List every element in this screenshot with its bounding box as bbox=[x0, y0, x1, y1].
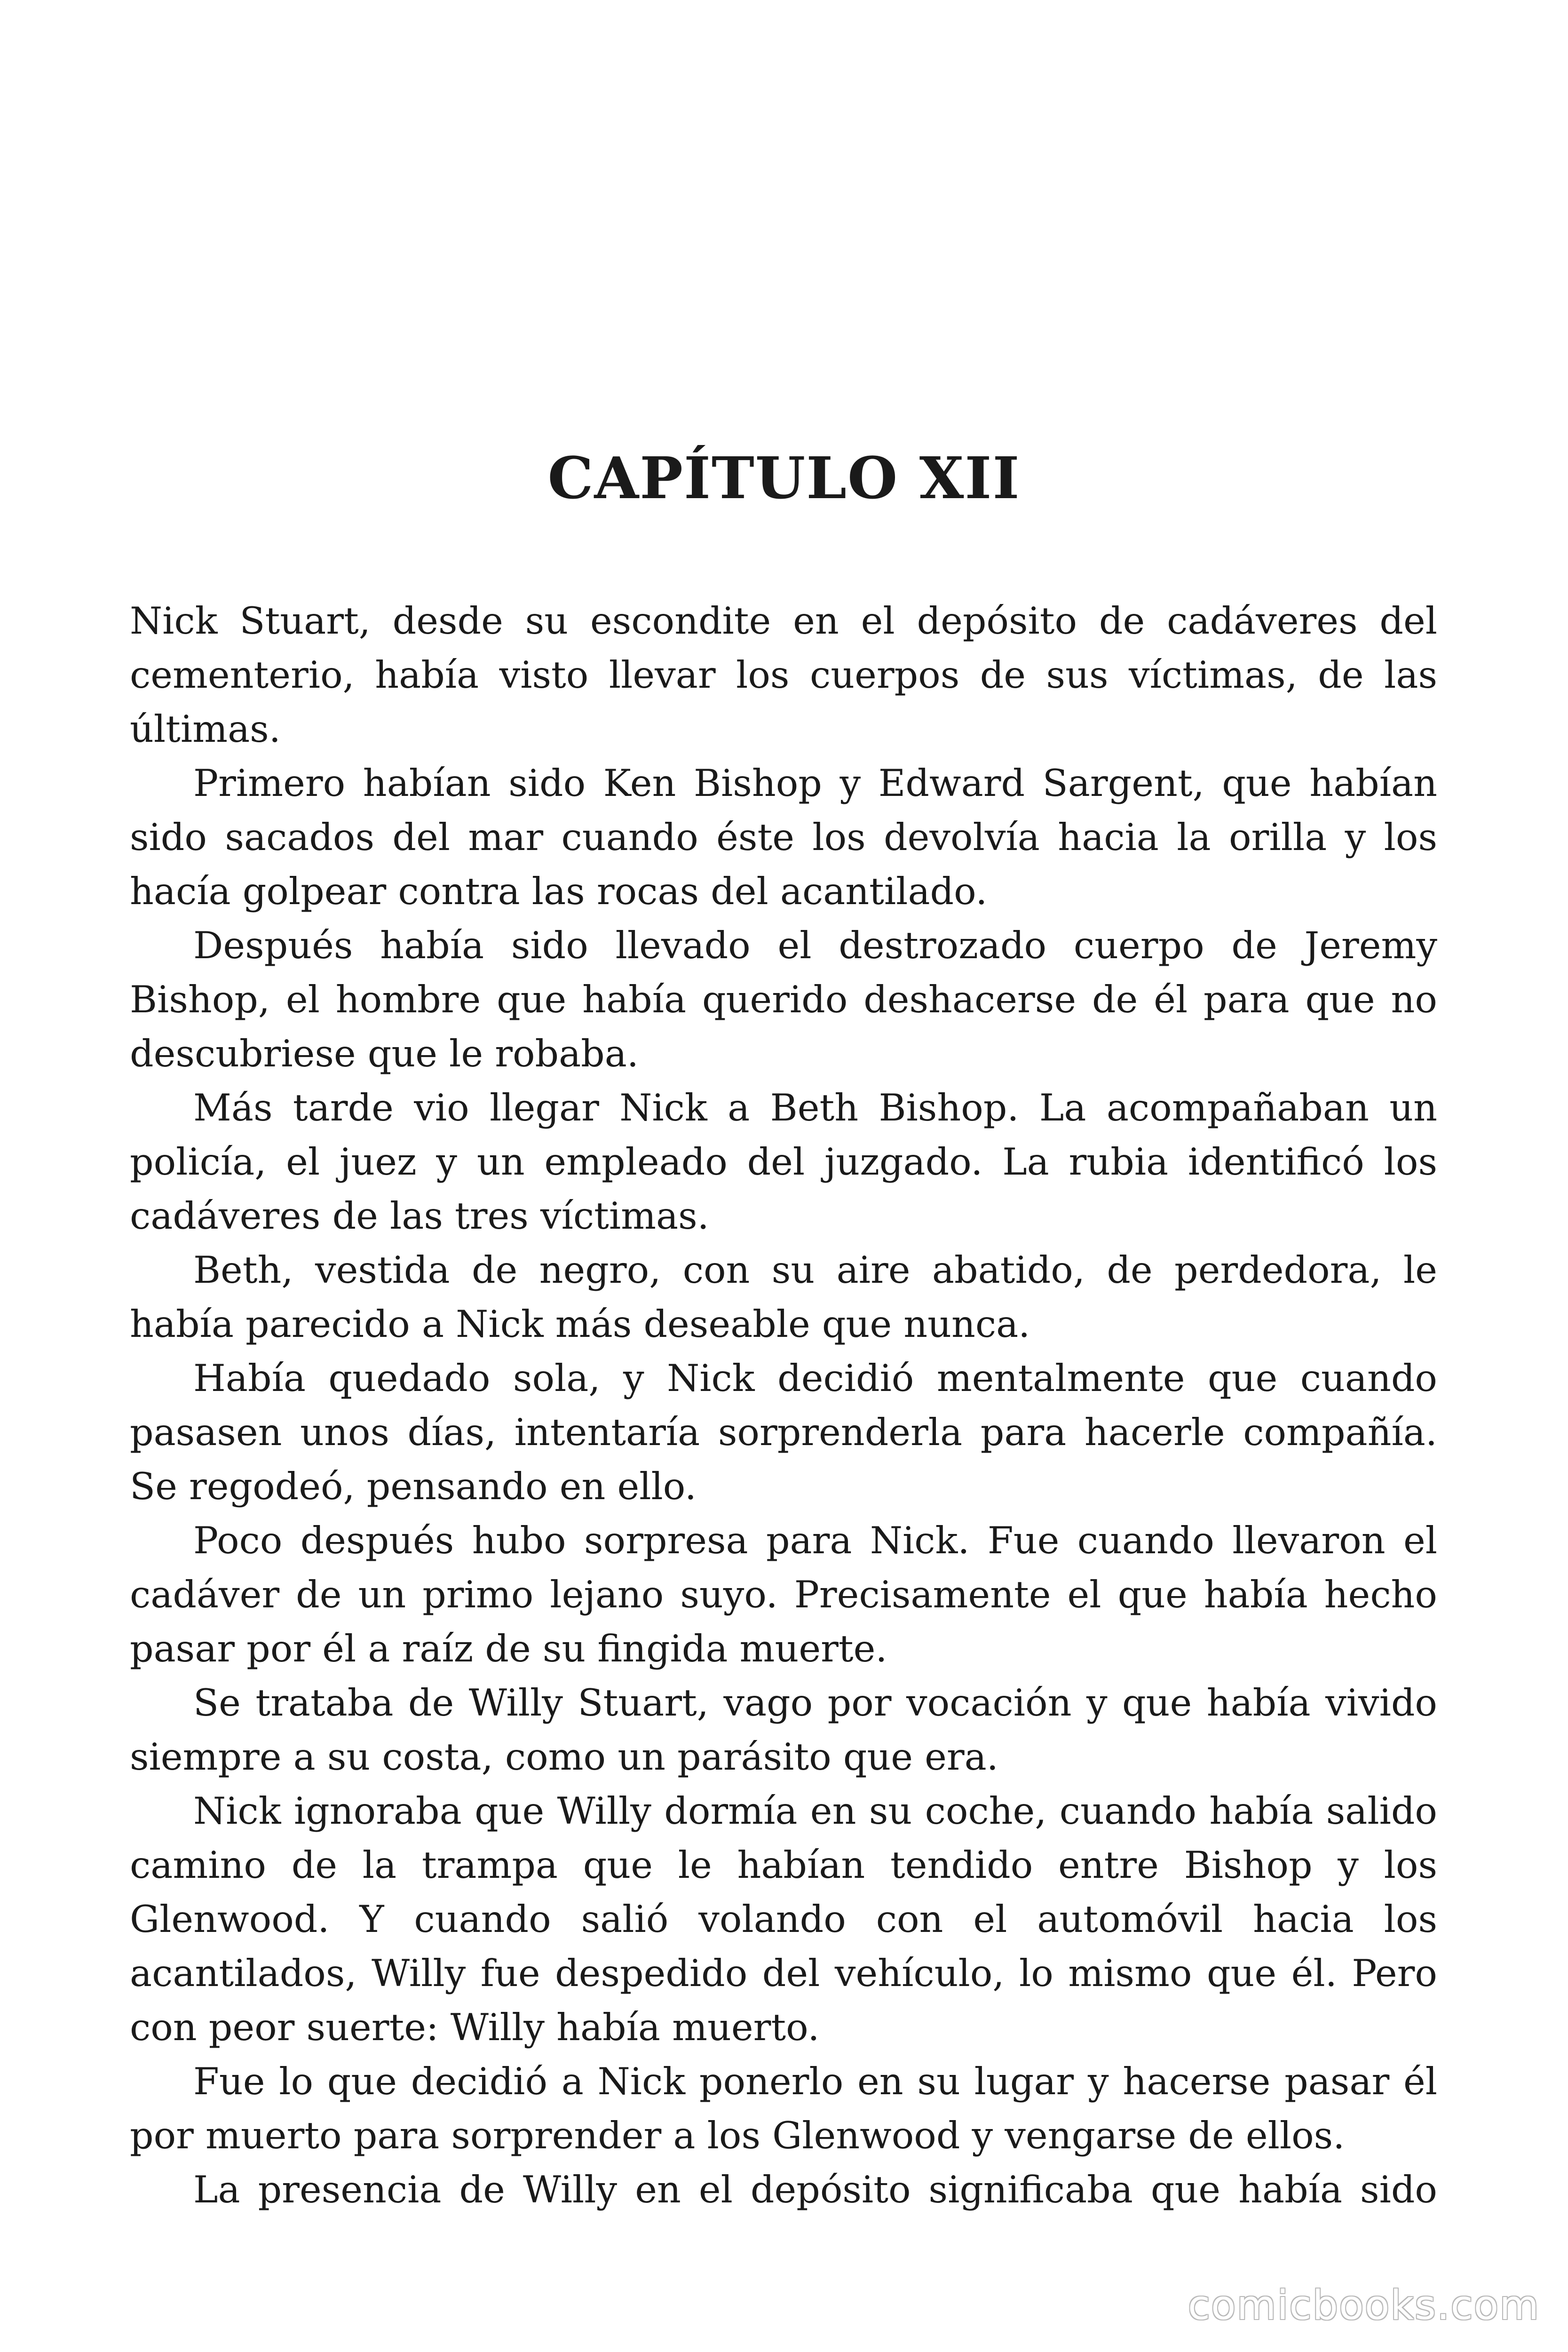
paragraph: Había quedado sola, y Nick decidió mentalmente que cuando pasasen unos días, intentaría sorprenderla para hacerle compañía. Se regodeó, pensando en ello. bbox=[130, 1357, 1437, 1508]
paragraph: Se trataba de Willy Stuart, vago por vocación y que había vivido siempre a su costa, como un parásito que era. bbox=[130, 1681, 1437, 1779]
chapter-body bbox=[130, 594, 1437, 2217]
paragraph: Primero habían sido Ken Bishop y Edward Sargent, que habían sido sacados del mar cuando éste los devolvía hacia la orilla y los hacía golpear contra las rocas del acantilado. bbox=[130, 762, 1437, 913]
paragraph: Beth, vestida de negro, con su aire abatido, de perdedora, le había parecido a Nick más deseable que nunca. bbox=[130, 1248, 1437, 1346]
paragraph: Poco después hubo sorpresa para Nick. Fue cuando llevaron el cadáver de un primo lejano suyo. Precisamente el que había hecho pasar por él a raíz de su fingida muerte. bbox=[130, 1519, 1437, 1670]
chapter-title: CAPÍTULO XII bbox=[547, 444, 1021, 512]
watermark: comicbooks.com bbox=[1188, 2282, 1540, 2329]
paragraph: Después había sido llevado el destrozado cuerpo de Jeremy Bishop, el hombre que había querido deshacerse de él para que no descubriese que le robaba. bbox=[130, 924, 1437, 1075]
paragraph: Más tarde vio llegar Nick a Beth Bishop. La acompañaban un policía, el juez y un empleado del juzgado. La rubia identificó los cadáveres de las tres víctimas. bbox=[130, 1086, 1437, 1238]
paragraph: Nick Stuart, desde su escondite en el depósito de cadáveres del cementerio, había visto llevar los cuerpos de sus víctimas, de las últimas. bbox=[130, 599, 1437, 751]
paragraph: Fue lo que decidió a Nick ponerlo en su lugar y hacerse pasar él por muerto para sorprender a los Glenwood y vengarse de ellos. bbox=[130, 2060, 1437, 2157]
paragraph: Nick ignoraba que Willy dormía en su coche, cuando había salido camino de la trampa que le habían tendido entre Bishop y los Glenwood. Y cuando salió volando con el automóvil hacia los acantilados, Willy fue despedido del vehículo, lo mismo que él. Pero con peor suerte: Willy había muerto. bbox=[130, 1789, 1437, 2049]
paragraph: La presencia de Willy en el depósito significaba que había sido bbox=[193, 2168, 1437, 2211]
